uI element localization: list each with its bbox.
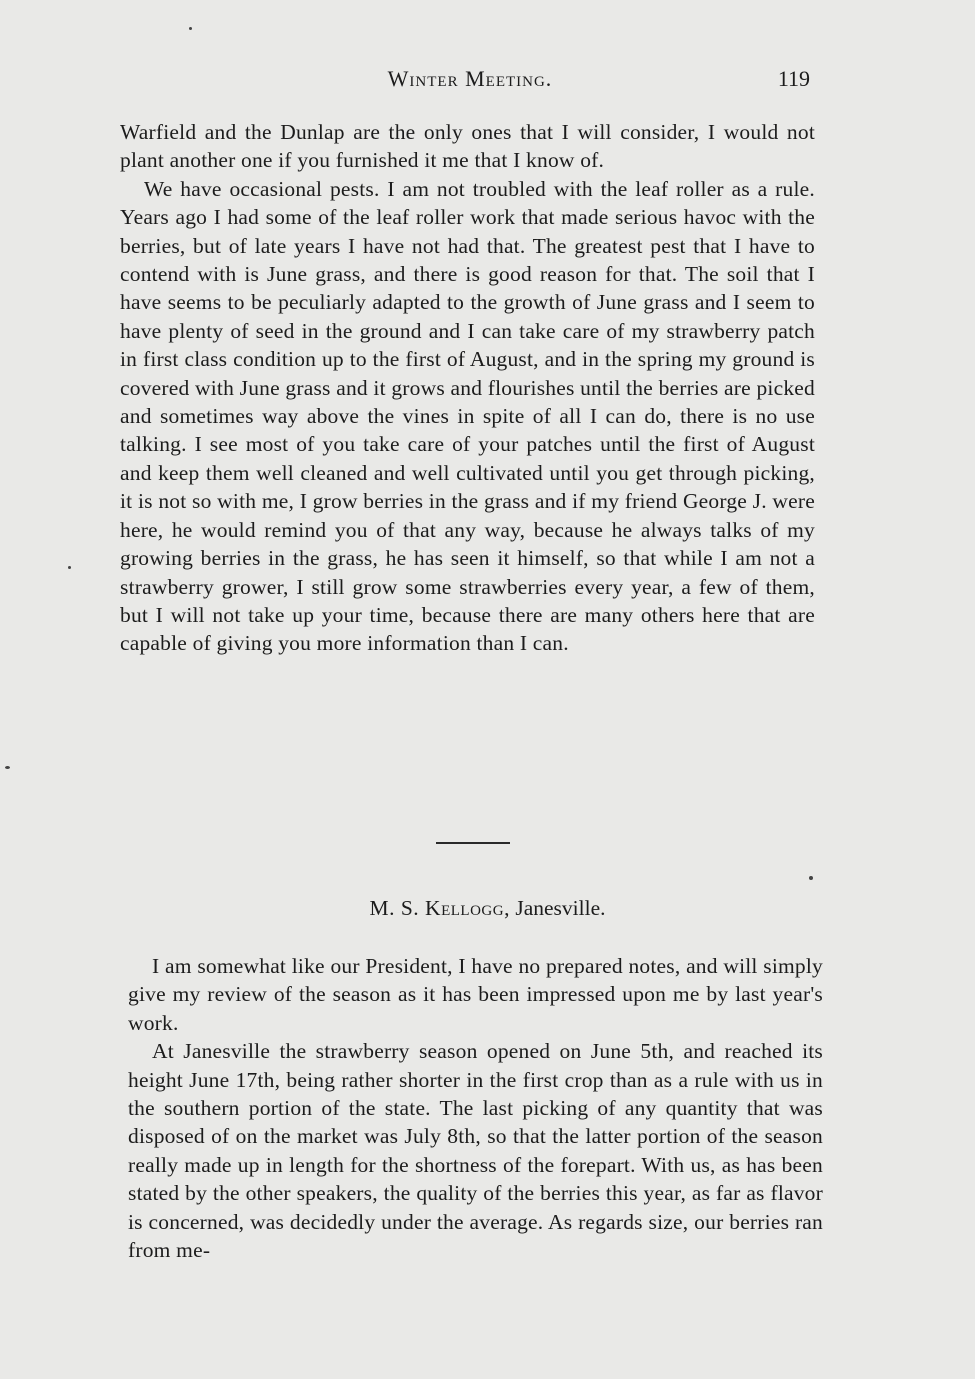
paragraph: I am somewhat like our President, I have no prepared notes, and will simply give my review of the season as it has been impressed upon me by last year's work. — [128, 954, 823, 1035]
running-head — [120, 66, 820, 100]
paragraph: At Janesville the strawberry season opened on June 5th, and reached its height June 17th, being rather shorter in the first crop than as a rule with us in the southern portion of the state. The last picking of any quantity that was disposed of on the market was July 8th, so that the latter portion of the season really made up in length for the shortness of the forepart. With us, as has been stated by the other speakers, the quality of the berries this year, as far as flavor is concerned, was decidedly under the average. As regards size, our berries ran from me- — [128, 1039, 823, 1263]
print-speck — [809, 876, 813, 880]
body-text-section-1 — [120, 118, 815, 658]
print-speck — [189, 27, 192, 30]
print-speck — [68, 566, 71, 569]
running-head-title: Winter Meeting. — [387, 66, 553, 91]
page-number: 119 — [777, 66, 810, 91]
section-divider — [436, 842, 510, 844]
speaker-heading — [0, 896, 975, 921]
speaker-name: M. S. Kellogg, — [369, 896, 510, 920]
speaker-place: Janesville. — [515, 896, 606, 920]
paragraph: Warfield and the Dunlap are the only ones that I will consider, I would not plant another one if you furnished it me that I know of. — [120, 120, 815, 173]
paragraph: We have occasional pests. I am not troubled with the leaf roller as a rule. Years ago I had some of the leaf roller work that made serious havoc with the berries, but of late years I have not had that. The greatest pest that I have to contend with is June grass, and there is good reason for that. The soil that I have seems to be peculiarly adapted to the growth of June grass and I seem to have plenty of seed in the ground and I can take care of my strawberry patch in first class condition up to the first of August, and in the spring my ground is covered with June grass and it grows and flourishes until the berries are picked and sometimes way above the vines in spite of all I can do, there is no use talking. I see most of you take care of your patches until the first of August and keep them well cleaned and well cultivated until you get through picking, it is not so with me, I grow berries in the grass and if my friend George J. were here, he would remind you of that any way, because he always talks of my growing berries in the grass, he has seen it himself, so that while I am not a strawberry grower, I still grow some strawberries every year, a few of them, but I will not take up your time, because there are many others here that are capable of giving you more information than I can. — [120, 176, 815, 656]
print-speck — [5, 766, 10, 769]
body-text-section-2 — [128, 952, 823, 1264]
